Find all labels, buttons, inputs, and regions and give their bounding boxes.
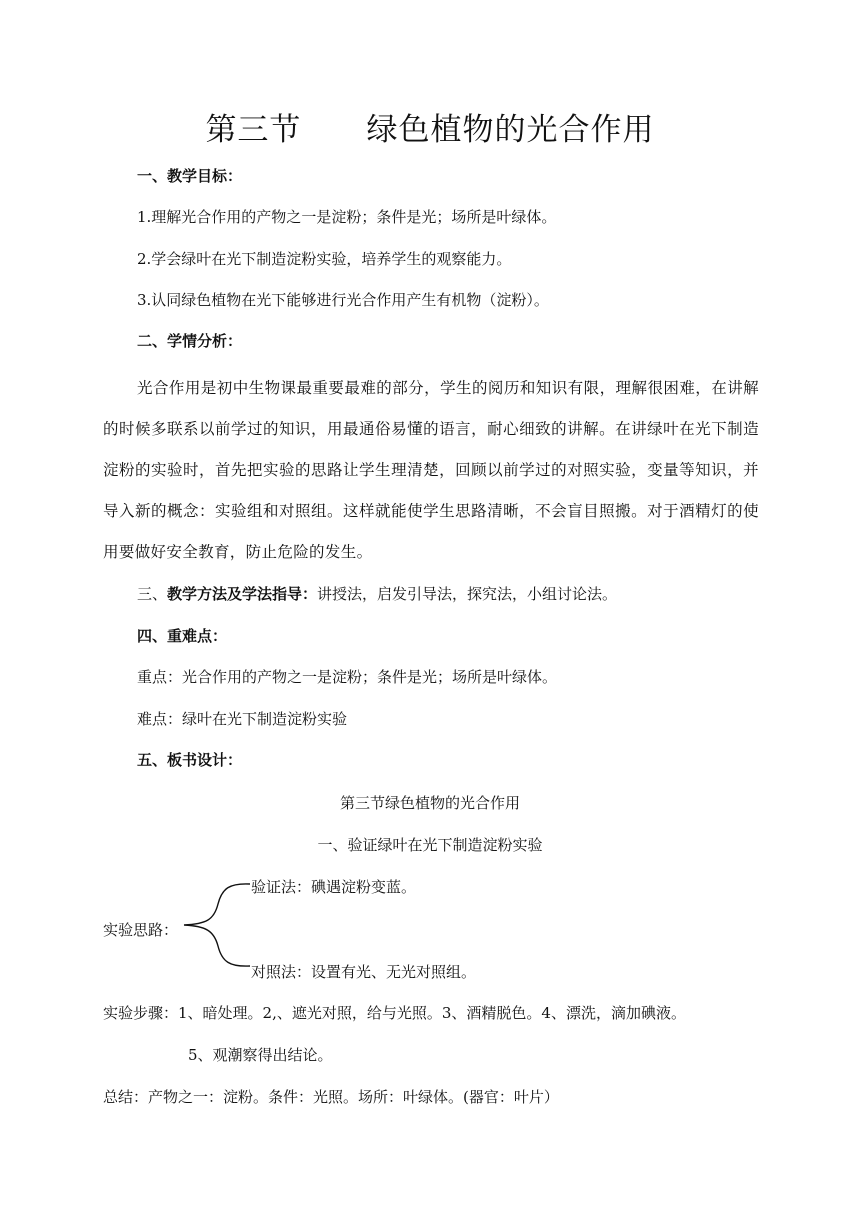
- idea-label: 实验思路：: [103, 921, 179, 939]
- section-heading-keypoints: 四、重难点：: [137, 627, 228, 645]
- control-method: 对照法：设置有光、无光对照组。: [251, 963, 477, 981]
- difficult-point: 难点：绿叶在光下制造淀粉实验: [137, 710, 348, 728]
- experiment-steps-continued: 5、观潮察得出结论。: [188, 1046, 333, 1064]
- experiment-steps: 实验步骤：1、暗处理。2,、遮光对照，给与光照。3、酒精脱色。4、漂洗，滴加碘液。: [103, 1004, 686, 1022]
- objective-item: 3.认同绿色植物在光下能够进行光合作用产生有机物（淀粉）。: [137, 291, 549, 309]
- section-heading-analysis: 二、学情分析：: [137, 332, 243, 350]
- key-point: 重点：光合作用的产物之一是淀粉；条件是光；场所是叶绿体。: [137, 668, 558, 686]
- methods-text: 讲授法，启发引导法，探究法，小组讨论法。: [317, 585, 618, 603]
- board-title: 第三节绿色植物的光合作用: [339, 794, 520, 812]
- objective-item: 2.学会绿叶在光下制造淀粉实验，培养学生的观察能力。: [137, 250, 512, 268]
- section-heading-objectives: 一、教学目标：: [137, 167, 243, 185]
- section-heading-methods: 教学方法及学法指导：: [167, 585, 318, 603]
- section-methods: [137, 584, 860, 604]
- analysis-paragraph: 光合作用是初中生物课最重要最难的部分，学生的阅历和知识有限，理解很困难，在讲解的时候多联系以前学过的知识，用最通俗易懂的语言，耐心细致的讲解。在讲绿叶在光下制造淀粉的实验时，首先把实验的思路让学生理清楚，回顾以前学过的对照实验，变量等知识，并导入新的概念：实验组和对照组。这样就能使学生思路清晰，不会盲目照搬。对于酒精灯的使用要做好安全教育，防止危险的发生。: [103, 379, 759, 561]
- objective-item: 1.理解光合作用的产物之一是淀粉；条件是光；场所是叶绿体。: [137, 208, 557, 226]
- section-number: 三、: [137, 585, 168, 603]
- page-title: 第三节 绿色植物的光合作用: [205, 112, 655, 148]
- section-heading-board: 五、板书设计：: [137, 751, 243, 769]
- board-subtitle: 一、验证绿叶在光下制造淀粉实验: [317, 836, 543, 854]
- brace-icon: [180, 878, 252, 970]
- summary: 总结：产物之一：淀粉。条件：光照。场所：叶绿体。(器官：叶片）: [103, 1088, 559, 1106]
- verify-method: 验证法：碘遇淀粉变蓝。: [251, 878, 417, 896]
